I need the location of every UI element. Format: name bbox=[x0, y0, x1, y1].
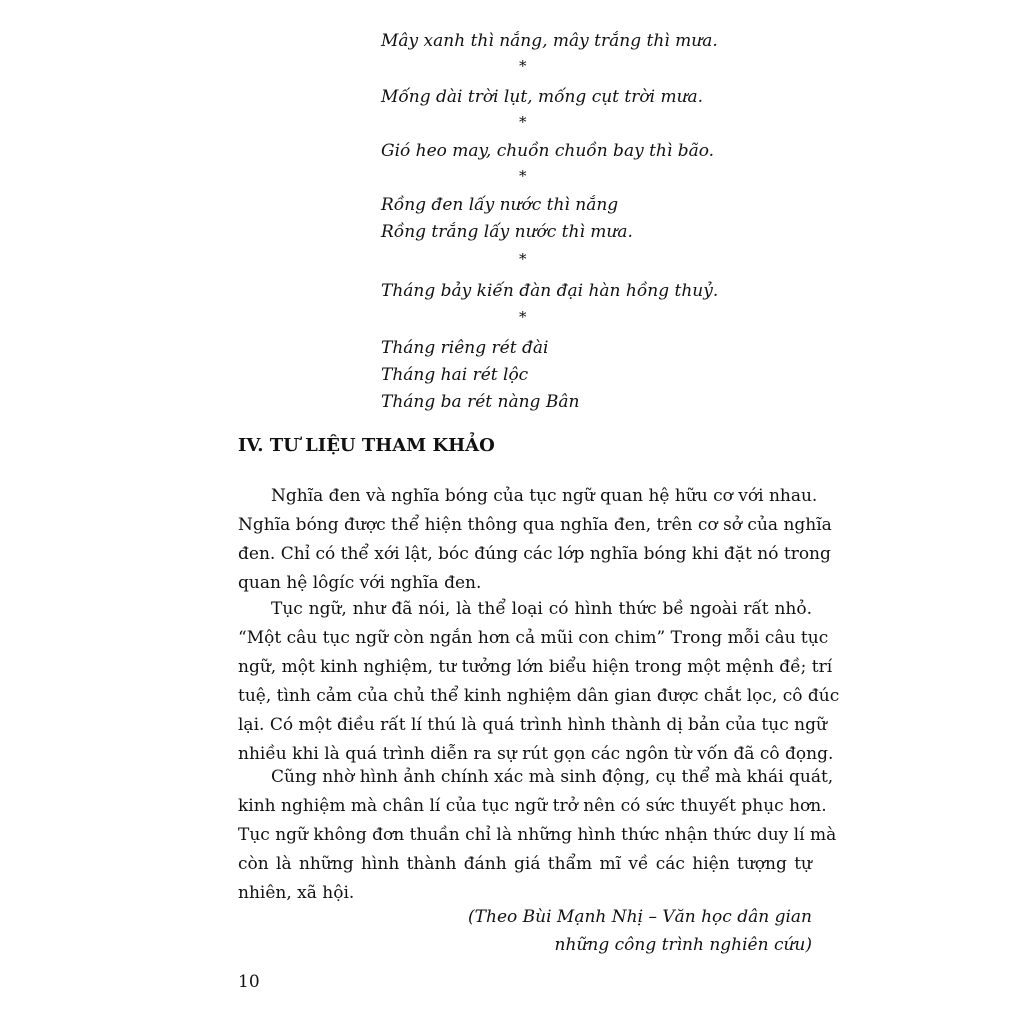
paragraph-line: quan hệ lôgíc với nghĩa đen. bbox=[238, 573, 482, 593]
paragraph-line: Tục ngữ không đơn thuần chỉ là những hình thức nhận thức duy lí mà bbox=[238, 825, 837, 845]
paragraph-line: “Một câu tục ngữ còn ngắn hơn cả mũi con chim” Trong mỗi câu tục bbox=[238, 628, 829, 648]
paragraph-line: Nghĩa bóng được thể hiện thông qua nghĩa đen, trên cơ sở của nghĩa bbox=[238, 515, 832, 535]
paragraph-line: Nghĩa đen và nghĩa bóng của tục ngữ quan hệ hữu cơ với nhau. bbox=[271, 486, 818, 506]
proverb-line: Tháng bảy kiến đàn đại hàn hồng thuỷ. bbox=[381, 281, 719, 301]
proverb-line: Tháng hai rét lộc bbox=[381, 365, 529, 385]
paragraph-line: còn là những hình thành đánh giá thẩm mĩ về các hiện tượng tự bbox=[238, 854, 812, 874]
separator-asterisk: * bbox=[519, 250, 527, 268]
proverb-line: Tháng ba rét nàng Bân bbox=[381, 392, 580, 412]
page-number: 10 bbox=[238, 972, 260, 992]
separator-asterisk: * bbox=[519, 308, 527, 326]
proverb-line: Rồng trắng lấy nước thì mưa. bbox=[381, 222, 633, 242]
citation-line: (Theo Bùi Mạnh Nhị – Văn học dân gian bbox=[468, 907, 812, 927]
proverb-line: Rồng đen lấy nước thì nắng bbox=[381, 195, 619, 215]
paragraph-line: tuệ, tình cảm của chủ thể kinh nghiệm dân gian được chắt lọc, cô đúc bbox=[238, 686, 840, 706]
section-heading: IV. TƯ LIỆU THAM KHẢO bbox=[238, 435, 495, 456]
citation-line: những công trình nghiên cứu) bbox=[554, 935, 812, 955]
paragraph-line: lại. Có một điều rất lí thú là quá trình hình thành dị bản của tục ngữ bbox=[238, 715, 827, 735]
paragraph-line: đen. Chỉ có thể xới lật, bóc đúng các lớp nghĩa bóng khi đặt nó trong bbox=[238, 544, 831, 564]
paragraph-line: nhiều khi là quá trình diễn ra sự rút gọn các ngôn từ vốn đã cô đọng. bbox=[238, 744, 834, 764]
proverb-line: Tháng riêng rét đài bbox=[381, 338, 549, 358]
separator-asterisk: * bbox=[519, 57, 527, 75]
paragraph-line: nhiên, xã hội. bbox=[238, 883, 355, 903]
proverb-line: Gió heo may, chuồn chuồn bay thì bão. bbox=[381, 141, 715, 161]
separator-asterisk: * bbox=[519, 113, 527, 131]
separator-asterisk: * bbox=[519, 167, 527, 185]
proverb-line: Mống dài trời lụt, mống cụt trời mưa. bbox=[381, 87, 704, 107]
paragraph-line: ngữ, một kinh nghiệm, tư tưởng lớn biểu hiện trong một mệnh đề; trí bbox=[238, 657, 833, 677]
paragraph-line: Cũng nhờ hình ảnh chính xác mà sinh động, cụ thể mà khái quát, bbox=[271, 767, 834, 787]
paragraph-line: Tục ngữ, như đã nói, là thể loại có hình thức bề ngoài rất nhỏ. bbox=[271, 599, 812, 619]
proverb-line: Mây xanh thì nắng, mây trắng thì mưa. bbox=[381, 31, 718, 51]
paragraph-line: kinh nghiệm mà chân lí của tục ngữ trở nên có sức thuyết phục hơn. bbox=[238, 796, 827, 816]
